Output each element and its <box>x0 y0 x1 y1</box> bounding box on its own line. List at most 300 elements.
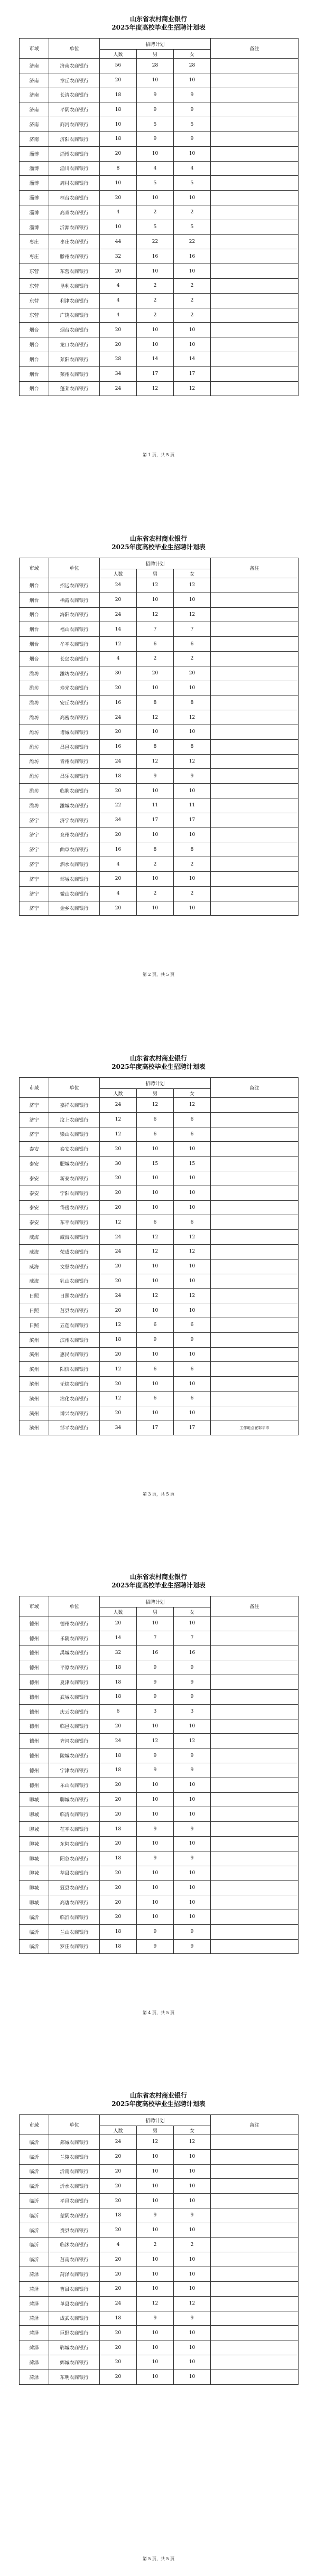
total-cell: 20 <box>100 1792 137 1807</box>
unit-cell: 东明农商银行 <box>49 2370 100 2384</box>
male-cell: 3 <box>137 1704 174 1719</box>
header-remarks: 备注 <box>211 39 299 59</box>
total-cell: 20 <box>100 146 137 161</box>
city-cell: 临沂 <box>20 2194 49 2208</box>
female-cell: 7 <box>174 1631 211 1646</box>
header-remarks: 备注 <box>211 1078 299 1098</box>
city-cell: 潍坊 <box>20 695 49 710</box>
unit-cell: 微山农商银行 <box>49 886 100 901</box>
total-cell: 20 <box>100 2355 137 2370</box>
male-cell: 10 <box>137 1866 174 1881</box>
male-cell: 10 <box>137 2194 174 2208</box>
female-cell: 12 <box>174 578 211 593</box>
remarks-cell <box>211 842 299 857</box>
male-cell: 5 <box>137 117 174 132</box>
total-cell: 4 <box>100 278 137 293</box>
remarks-cell <box>211 637 299 652</box>
table-row <box>20 2252 299 2267</box>
remarks-cell <box>211 1200 299 1215</box>
unit-cell: 乳山农商银行 <box>49 1274 100 1289</box>
female-cell: 5 <box>174 220 211 234</box>
table-row <box>20 278 299 293</box>
city-cell: 滨州 <box>20 1377 49 1392</box>
male-cell: 2 <box>137 886 174 901</box>
female-cell: 10 <box>174 2164 211 2179</box>
title-line2: 2025年度高校毕业生招聘计划表 <box>111 543 206 551</box>
female-cell: 9 <box>174 131 211 146</box>
total-cell: 30 <box>100 1157 137 1171</box>
total-cell: 20 <box>100 681 137 695</box>
remarks-cell <box>211 886 299 901</box>
female-cell: 10 <box>174 73 211 88</box>
female-cell: 22 <box>174 234 211 249</box>
city-cell: 烟台 <box>20 637 49 652</box>
recruitment-table <box>19 1596 299 1954</box>
title-line1: 山东省农村商业银行 <box>129 15 187 23</box>
table-row <box>20 651 299 666</box>
city-cell: 济宁 <box>20 1098 49 1113</box>
female-cell: 2 <box>174 651 211 666</box>
table-row <box>20 784 299 798</box>
remarks-cell <box>211 739 299 754</box>
total-cell: 44 <box>100 234 137 249</box>
table-row <box>20 293 299 308</box>
city-cell: 聊城 <box>20 1866 49 1881</box>
city-cell: 威海 <box>20 1259 49 1274</box>
male-cell: 28 <box>137 59 174 73</box>
city-cell: 烟台 <box>20 366 49 381</box>
city-cell: 临沂 <box>20 1939 49 1954</box>
unit-cell: 五莲农商银行 <box>49 1318 100 1332</box>
city-cell: 潍坊 <box>20 769 49 784</box>
table-row <box>20 2149 299 2164</box>
table-row <box>20 161 299 176</box>
table-row <box>20 2326 299 2340</box>
unit-cell: 曲阜农商银行 <box>49 842 100 857</box>
unit-cell: 桓台农商银行 <box>49 191 100 205</box>
remarks-cell <box>211 1807 299 1822</box>
unit-cell: 周村农商银行 <box>49 176 100 191</box>
total-cell: 20 <box>100 2223 137 2237</box>
header-female: 女 <box>174 2126 211 2135</box>
unit-cell: 茌平农商银行 <box>49 1822 100 1837</box>
city-cell: 淄博 <box>20 146 49 161</box>
female-cell: 10 <box>174 264 211 279</box>
recruitment-table <box>19 2114 299 2385</box>
total-cell: 16 <box>100 739 137 754</box>
total-cell: 18 <box>100 1924 137 1939</box>
remarks-cell <box>211 1836 299 1851</box>
unit-cell: 枣庄农商银行 <box>49 234 100 249</box>
remarks-cell <box>211 769 299 784</box>
city-cell: 德州 <box>20 1616 49 1631</box>
table-row <box>20 1792 299 1807</box>
city-cell: 潍坊 <box>20 710 49 725</box>
total-cell: 18 <box>100 1763 137 1778</box>
male-cell: 6 <box>137 637 174 652</box>
female-cell: 9 <box>174 1689 211 1704</box>
city-cell: 临沂 <box>20 2237 49 2252</box>
female-cell: 12 <box>174 1244 211 1259</box>
total-cell: 14 <box>100 1631 137 1646</box>
total-cell: 20 <box>100 2252 137 2267</box>
female-cell: 10 <box>174 2194 211 2208</box>
city-cell: 潍坊 <box>20 798 49 813</box>
header-total: 人数 <box>100 1089 137 1098</box>
total-cell: 20 <box>100 1778 137 1792</box>
remarks-cell <box>211 1866 299 1881</box>
female-cell: 10 <box>174 1910 211 1924</box>
city-cell: 聊城 <box>20 1895 49 1910</box>
unit-cell: 沂水农商银行 <box>49 2179 100 2194</box>
unit-cell: 淄川农商银行 <box>49 161 100 176</box>
unit-cell: 长清农商银行 <box>49 88 100 102</box>
remarks-cell <box>211 1274 299 1289</box>
remarks-cell <box>211 2340 299 2355</box>
total-cell: 20 <box>100 1406 137 1421</box>
female-cell: 2 <box>174 278 211 293</box>
table-row <box>20 1362 299 1377</box>
unit-cell: 巨野农商银行 <box>49 2326 100 2340</box>
table-row <box>20 1763 299 1778</box>
page-footer: 第 3 页，共 5 页 <box>142 1492 175 1497</box>
title-line1: 山东省农村商业银行 <box>129 535 187 542</box>
table-row <box>20 593 299 607</box>
table-row <box>20 842 299 857</box>
unit-cell: 临朐农商银行 <box>49 784 100 798</box>
remarks-cell <box>211 1910 299 1924</box>
female-cell: 10 <box>174 1792 211 1807</box>
female-cell: 2 <box>174 857 211 872</box>
city-cell: 济南 <box>20 131 49 146</box>
remarks-cell <box>211 857 299 872</box>
page-footer: 第 4 页，共 5 页 <box>142 2010 175 2015</box>
table-row <box>20 1646 299 1660</box>
total-cell: 20 <box>100 1377 137 1392</box>
city-cell: 潍坊 <box>20 725 49 739</box>
total-cell: 24 <box>100 710 137 725</box>
title-line2: 2025年度高校毕业生招聘计划表 <box>111 24 206 31</box>
unit-cell: 邹城农商银行 <box>49 871 100 886</box>
female-cell: 2 <box>174 205 211 220</box>
female-cell: 6 <box>174 1362 211 1377</box>
male-cell: 10 <box>137 1778 174 1792</box>
male-cell: 16 <box>137 249 174 264</box>
remarks-cell <box>211 754 299 769</box>
remarks-cell <box>211 323 299 337</box>
total-cell: 24 <box>100 2296 137 2311</box>
city-cell: 济南 <box>20 59 49 73</box>
header-male: 男 <box>137 50 174 59</box>
total-cell: 20 <box>100 1274 137 1289</box>
remarks-cell <box>211 1924 299 1939</box>
female-cell: 5 <box>174 117 211 132</box>
female-cell: 10 <box>174 1406 211 1421</box>
female-cell: 6 <box>174 1318 211 1332</box>
female-cell: 10 <box>174 681 211 695</box>
total-cell: 18 <box>100 769 137 784</box>
table-row <box>20 131 299 146</box>
unit-cell: 龙口农商银行 <box>49 337 100 352</box>
male-cell: 8 <box>137 695 174 710</box>
remarks-cell <box>211 264 299 279</box>
unit-cell: 莒县农商银行 <box>49 1303 100 1318</box>
unit-cell: 罗庄农商银行 <box>49 1939 100 1954</box>
total-cell: 20 <box>100 1200 137 1215</box>
male-cell: 9 <box>137 1939 174 1954</box>
page-1 <box>0 15 317 392</box>
female-cell: 10 <box>174 2355 211 2370</box>
header-total: 人数 <box>100 2126 137 2135</box>
city-cell: 枣庄 <box>20 249 49 264</box>
remarks-cell <box>211 2135 299 2150</box>
city-cell: 菏泽 <box>20 2267 49 2282</box>
male-cell: 10 <box>137 1719 174 1734</box>
unit-cell: 滨州农商银行 <box>49 1332 100 1347</box>
remarks-cell <box>211 1763 299 1778</box>
unit-cell: 临沂农商银行 <box>49 1910 100 1924</box>
table-row <box>20 886 299 901</box>
remarks-cell <box>211 1792 299 1807</box>
remarks-cell <box>211 191 299 205</box>
total-cell: 20 <box>100 725 137 739</box>
unit-cell: 寿光农商银行 <box>49 681 100 695</box>
unit-cell: 嘉祥农商银行 <box>49 1098 100 1113</box>
unit-cell: 单县农商银行 <box>49 2296 100 2311</box>
city-cell: 滨州 <box>20 1406 49 1421</box>
table-row <box>20 249 299 264</box>
city-cell: 济宁 <box>20 842 49 857</box>
female-cell: 9 <box>174 1822 211 1837</box>
male-cell: 12 <box>137 578 174 593</box>
male-cell: 10 <box>137 1186 174 1200</box>
remarks-cell <box>211 131 299 146</box>
unit-cell: 禹城农商银行 <box>49 1646 100 1660</box>
female-cell: 10 <box>174 1259 211 1274</box>
city-cell: 聊城 <box>20 1836 49 1851</box>
female-cell: 10 <box>174 2370 211 2384</box>
female-cell: 6 <box>174 1391 211 1406</box>
male-cell: 12 <box>137 1289 174 1303</box>
male-cell: 10 <box>137 1881 174 1895</box>
table-row <box>20 769 299 784</box>
total-cell: 20 <box>100 1866 137 1881</box>
female-cell: 8 <box>174 695 211 710</box>
city-cell: 临沂 <box>20 2164 49 2179</box>
total-cell: 20 <box>100 1616 137 1631</box>
female-cell: 9 <box>174 1748 211 1763</box>
remarks-cell <box>211 1098 299 1113</box>
remarks-cell <box>211 308 299 323</box>
remarks-cell <box>211 725 299 739</box>
male-cell: 7 <box>137 1631 174 1646</box>
city-cell: 济宁 <box>20 901 49 916</box>
total-cell: 10 <box>100 220 137 234</box>
female-cell: 4 <box>174 161 211 176</box>
female-cell: 6 <box>174 1112 211 1127</box>
city-cell: 日照 <box>20 1303 49 1318</box>
remarks-cell <box>211 828 299 842</box>
remarks-cell <box>211 366 299 381</box>
male-cell: 12 <box>137 381 174 396</box>
total-cell: 20 <box>100 264 137 279</box>
city-cell: 威海 <box>20 1274 49 1289</box>
unit-cell: 博兴农商银行 <box>49 1406 100 1421</box>
female-cell: 8 <box>174 739 211 754</box>
total-cell: 28 <box>100 352 137 366</box>
table-row <box>20 191 299 205</box>
table-row <box>20 1391 299 1406</box>
male-cell: 9 <box>137 131 174 146</box>
unit-cell: 诸城农商银行 <box>49 725 100 739</box>
city-cell: 德州 <box>20 1704 49 1719</box>
female-cell: 20 <box>174 666 211 681</box>
total-cell: 18 <box>100 1675 137 1690</box>
total-cell: 20 <box>100 1910 137 1924</box>
table-row <box>20 901 299 916</box>
table-row <box>20 2370 299 2384</box>
male-cell: 10 <box>137 1171 174 1186</box>
table-row <box>20 2281 299 2296</box>
total-cell: 20 <box>100 2179 137 2194</box>
remarks-cell <box>211 784 299 798</box>
table-row <box>20 176 299 191</box>
header-plan: 招聘计划 <box>100 558 211 569</box>
total-cell: 20 <box>100 1895 137 1910</box>
header-city: 市域 <box>20 558 49 578</box>
female-cell: 10 <box>174 337 211 352</box>
remarks-cell <box>211 2296 299 2311</box>
female-cell: 10 <box>174 828 211 842</box>
remarks-cell <box>211 1347 299 1362</box>
remarks-cell <box>211 1646 299 1660</box>
remarks-cell <box>211 352 299 366</box>
female-cell: 12 <box>174 607 211 622</box>
remarks-cell <box>211 2370 299 2384</box>
table-row <box>20 1215 299 1230</box>
female-cell: 17 <box>174 366 211 381</box>
city-cell: 泰安 <box>20 1215 49 1230</box>
remarks-cell <box>211 1631 299 1646</box>
female-cell: 10 <box>174 1881 211 1895</box>
remarks-cell <box>211 1303 299 1318</box>
header-male: 男 <box>137 2126 174 2135</box>
female-cell: 9 <box>174 88 211 102</box>
female-cell: 9 <box>174 1332 211 1347</box>
male-cell: 17 <box>137 1421 174 1435</box>
male-cell: 10 <box>137 1142 174 1157</box>
unit-cell: 临邑农商银行 <box>49 1719 100 1734</box>
female-cell: 2 <box>174 2237 211 2252</box>
remarks-cell <box>211 1851 299 1866</box>
city-cell: 临沂 <box>20 2149 49 2164</box>
remarks-cell <box>211 293 299 308</box>
city-cell: 潍坊 <box>20 739 49 754</box>
remarks-cell <box>211 710 299 725</box>
unit-cell: 乐山农商银行 <box>49 1778 100 1792</box>
unit-cell: 济阳农商银行 <box>49 131 100 146</box>
remarks-cell <box>211 1362 299 1377</box>
remarks-cell <box>211 1704 299 1719</box>
city-cell: 日照 <box>20 1318 49 1332</box>
title-line1: 山东省农村商业银行 <box>129 1573 187 1581</box>
table-row <box>20 1186 299 1200</box>
table-row <box>20 1895 299 1910</box>
unit-cell: 潍坊农商银行 <box>49 666 100 681</box>
male-cell: 10 <box>137 1910 174 1924</box>
total-cell: 18 <box>100 1748 137 1763</box>
city-cell: 临沂 <box>20 2179 49 2194</box>
header-remarks: 备注 <box>211 1596 299 1616</box>
total-cell: 16 <box>100 842 137 857</box>
total-cell: 12 <box>100 1127 137 1142</box>
male-cell: 9 <box>137 769 174 784</box>
city-cell: 德州 <box>20 1646 49 1660</box>
header-plan: 招聘计划 <box>100 39 211 50</box>
table-row <box>20 102 299 117</box>
table-row <box>20 754 299 769</box>
remarks-cell <box>211 798 299 813</box>
remarks-cell <box>211 2223 299 2237</box>
table-row <box>20 2164 299 2179</box>
female-cell: 9 <box>174 2208 211 2223</box>
table-row <box>20 2223 299 2237</box>
city-cell: 德州 <box>20 1631 49 1646</box>
total-cell: 20 <box>100 1186 137 1200</box>
table-row <box>20 1719 299 1734</box>
table-row <box>20 234 299 249</box>
male-cell: 9 <box>137 2311 174 2326</box>
male-cell: 10 <box>137 681 174 695</box>
city-cell: 威海 <box>20 1230 49 1245</box>
unit-cell: 莘县农商银行 <box>49 1866 100 1881</box>
city-cell: 临沂 <box>20 1924 49 1939</box>
city-cell: 烟台 <box>20 593 49 607</box>
total-cell: 18 <box>100 1822 137 1837</box>
remarks-cell <box>211 2311 299 2326</box>
table-row <box>20 1303 299 1318</box>
male-cell: 9 <box>137 88 174 102</box>
city-cell: 德州 <box>20 1763 49 1778</box>
table-row <box>20 1230 299 1245</box>
remarks-cell <box>211 1822 299 1837</box>
header-city: 市域 <box>20 1596 49 1616</box>
table-row <box>20 1289 299 1303</box>
page-footer: 第 1 页，共 5 页 <box>142 453 175 457</box>
total-cell: 18 <box>100 1939 137 1954</box>
city-cell: 临沂 <box>20 2223 49 2237</box>
header-city: 市域 <box>20 2115 49 2135</box>
city-cell: 德州 <box>20 1778 49 1792</box>
city-cell: 菏泽 <box>20 2326 49 2340</box>
city-cell: 济南 <box>20 117 49 132</box>
recruitment-table <box>19 38 299 396</box>
remarks-cell <box>211 161 299 176</box>
female-cell: 6 <box>174 1127 211 1142</box>
male-cell: 17 <box>137 366 174 381</box>
city-cell: 聊城 <box>20 1822 49 1837</box>
remarks-cell <box>211 1332 299 1347</box>
total-cell: 12 <box>100 1318 137 1332</box>
table-row <box>20 2311 299 2326</box>
unit-cell: 东平农商银行 <box>49 1215 100 1230</box>
table-row <box>20 1660 299 1675</box>
remarks-cell <box>211 1778 299 1792</box>
total-cell: 20 <box>100 2370 137 2384</box>
city-cell: 济宁 <box>20 857 49 872</box>
total-cell: 12 <box>100 637 137 652</box>
city-cell: 泰安 <box>20 1171 49 1186</box>
